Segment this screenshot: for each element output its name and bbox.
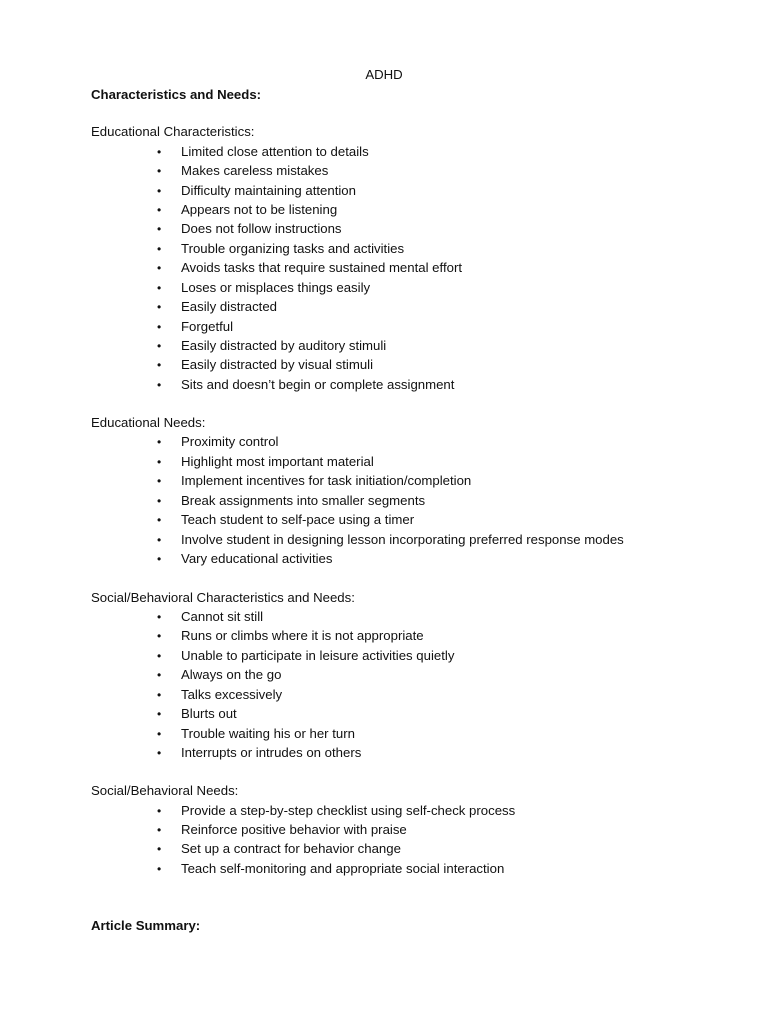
list-item — [157, 687, 282, 703]
list-item-text: Highlight most important material — [181, 454, 374, 469]
list-item-text: Trouble organizing tasks and activities — [181, 241, 405, 256]
bullet-icon: • — [157, 339, 162, 353]
list-item — [157, 357, 373, 373]
list-item-text: Provide a step-by-step checklist using self-check process — [181, 803, 516, 818]
list-item-text: Reinforce positive behavior with praise — [181, 822, 407, 837]
list-item — [157, 551, 333, 567]
list-item-text: Unable to participate in leisure activities quietly — [181, 648, 455, 663]
bullet-icon: • — [157, 300, 162, 314]
bullet-icon: • — [157, 203, 162, 217]
bullet-icon: • — [157, 552, 162, 566]
list-item-text: Does not follow instructions — [181, 221, 342, 236]
list-item-text: Easily distracted — [181, 299, 278, 314]
bullet-icon: • — [157, 494, 162, 508]
list-item — [157, 706, 237, 722]
list-item-text: Difficulty maintaining attention — [181, 183, 356, 198]
bullet-icon: • — [157, 281, 162, 295]
list-item-text: Easily distracted by visual stimuli — [181, 357, 374, 372]
list-item — [157, 338, 386, 354]
list-item — [157, 609, 263, 625]
list-item-text: Cannot sit still — [181, 609, 264, 624]
list-item — [157, 512, 414, 528]
list-item-text: Runs or climbs where it is not appropriate — [181, 628, 424, 643]
bullet-icon: • — [157, 378, 162, 392]
bullet-icon: • — [157, 474, 162, 488]
bullet-icon: • — [157, 435, 162, 449]
list-item — [157, 260, 462, 276]
document-title: ADHD — [365, 67, 403, 82]
list-item — [157, 473, 471, 489]
list-item-text: Interrupts or intrudes on others — [181, 745, 362, 760]
list-item-text: Blurts out — [181, 706, 237, 721]
bullet-icon: • — [157, 533, 162, 547]
section-heading-social-behavioral-needs: Social/Behavioral Needs: — [91, 783, 239, 798]
list-item — [157, 861, 504, 877]
bullet-icon: • — [157, 862, 162, 876]
bullet-icon: • — [157, 804, 162, 818]
list-item-text: Makes careless mistakes — [181, 163, 329, 178]
bullet-icon: • — [157, 320, 162, 334]
bullet-icon: • — [157, 649, 162, 663]
bullet-icon: • — [157, 261, 162, 275]
list-item-text: Set up a contract for behavior change — [181, 841, 401, 856]
bullet-icon: • — [157, 688, 162, 702]
list-item — [157, 803, 515, 819]
list-item-text: Teach self-monitoring and appropriate social interaction — [181, 861, 505, 876]
bullet-icon: • — [157, 184, 162, 198]
section-heading-educational-characteristics: Educational Characteristics: — [91, 124, 255, 139]
bullet-icon: • — [157, 222, 162, 236]
list-item — [157, 454, 374, 470]
list-item-text: Avoids tasks that require sustained mental effort — [181, 260, 463, 275]
bullet-icon: • — [157, 513, 162, 527]
bullet-icon: • — [157, 668, 162, 682]
list-item-text: Vary educational activities — [181, 551, 333, 566]
list-item-text: Proximity control — [181, 434, 279, 449]
list-item-text: Trouble waiting his or her turn — [181, 726, 355, 741]
document-subtitle: Characteristics and Needs: — [91, 87, 262, 102]
list-item — [157, 493, 425, 509]
list-item — [157, 434, 278, 450]
bullet-icon: • — [157, 727, 162, 741]
list-item — [157, 241, 404, 257]
bullet-icon: • — [157, 242, 162, 256]
article-summary-heading: Article Summary: — [91, 918, 201, 933]
list-item-text: Sits and doesn’t begin or complete assignment — [181, 377, 455, 392]
list-item — [157, 144, 369, 160]
list-item-text: Teach student to self-pace using a timer — [181, 512, 415, 527]
list-item-text: Appears not to be listening — [181, 202, 338, 217]
list-item — [157, 377, 454, 393]
list-item-text: Forgetful — [181, 319, 234, 334]
section-heading-social-behavioral-characteristics: Social/Behavioral Characteristics and Needs: — [91, 590, 355, 605]
list-item — [157, 726, 355, 742]
list-item — [157, 183, 356, 199]
list-item-text: Always on the go — [181, 667, 282, 682]
bullet-icon: • — [157, 823, 162, 837]
list-item-text: Involve student in designing lesson incorporating preferred response modes — [181, 532, 624, 547]
list-item — [157, 667, 281, 683]
list-item — [157, 648, 454, 664]
list-item-text: Implement incentives for task initiation/completion — [181, 473, 472, 488]
list-item — [157, 841, 401, 857]
bullet-icon: • — [157, 610, 162, 624]
bullet-icon: • — [157, 707, 162, 721]
list-item — [157, 299, 277, 315]
list-item-text: Break assignments into smaller segments — [181, 493, 426, 508]
list-item-text: Loses or misplaces things easily — [181, 280, 371, 295]
list-item — [157, 319, 233, 335]
list-item — [157, 822, 407, 838]
list-item — [157, 221, 342, 237]
bullet-icon: • — [157, 629, 162, 643]
bullet-icon: • — [157, 746, 162, 760]
bullet-icon: • — [157, 164, 162, 178]
bullet-icon: • — [157, 358, 162, 372]
bullet-icon: • — [157, 455, 162, 469]
list-item — [157, 202, 337, 218]
list-item-text: Talks excessively — [181, 687, 283, 702]
list-item — [157, 745, 361, 761]
list-item — [157, 280, 370, 296]
list-item — [157, 163, 328, 179]
list-item — [157, 532, 624, 548]
bullet-icon: • — [157, 842, 162, 856]
list-item-text: Limited close attention to details — [181, 144, 369, 159]
section-heading-educational-needs: Educational Needs: — [91, 415, 206, 430]
list-item-text: Easily distracted by auditory stimuli — [181, 338, 387, 353]
bullet-icon: • — [157, 145, 162, 159]
list-item — [157, 628, 424, 644]
